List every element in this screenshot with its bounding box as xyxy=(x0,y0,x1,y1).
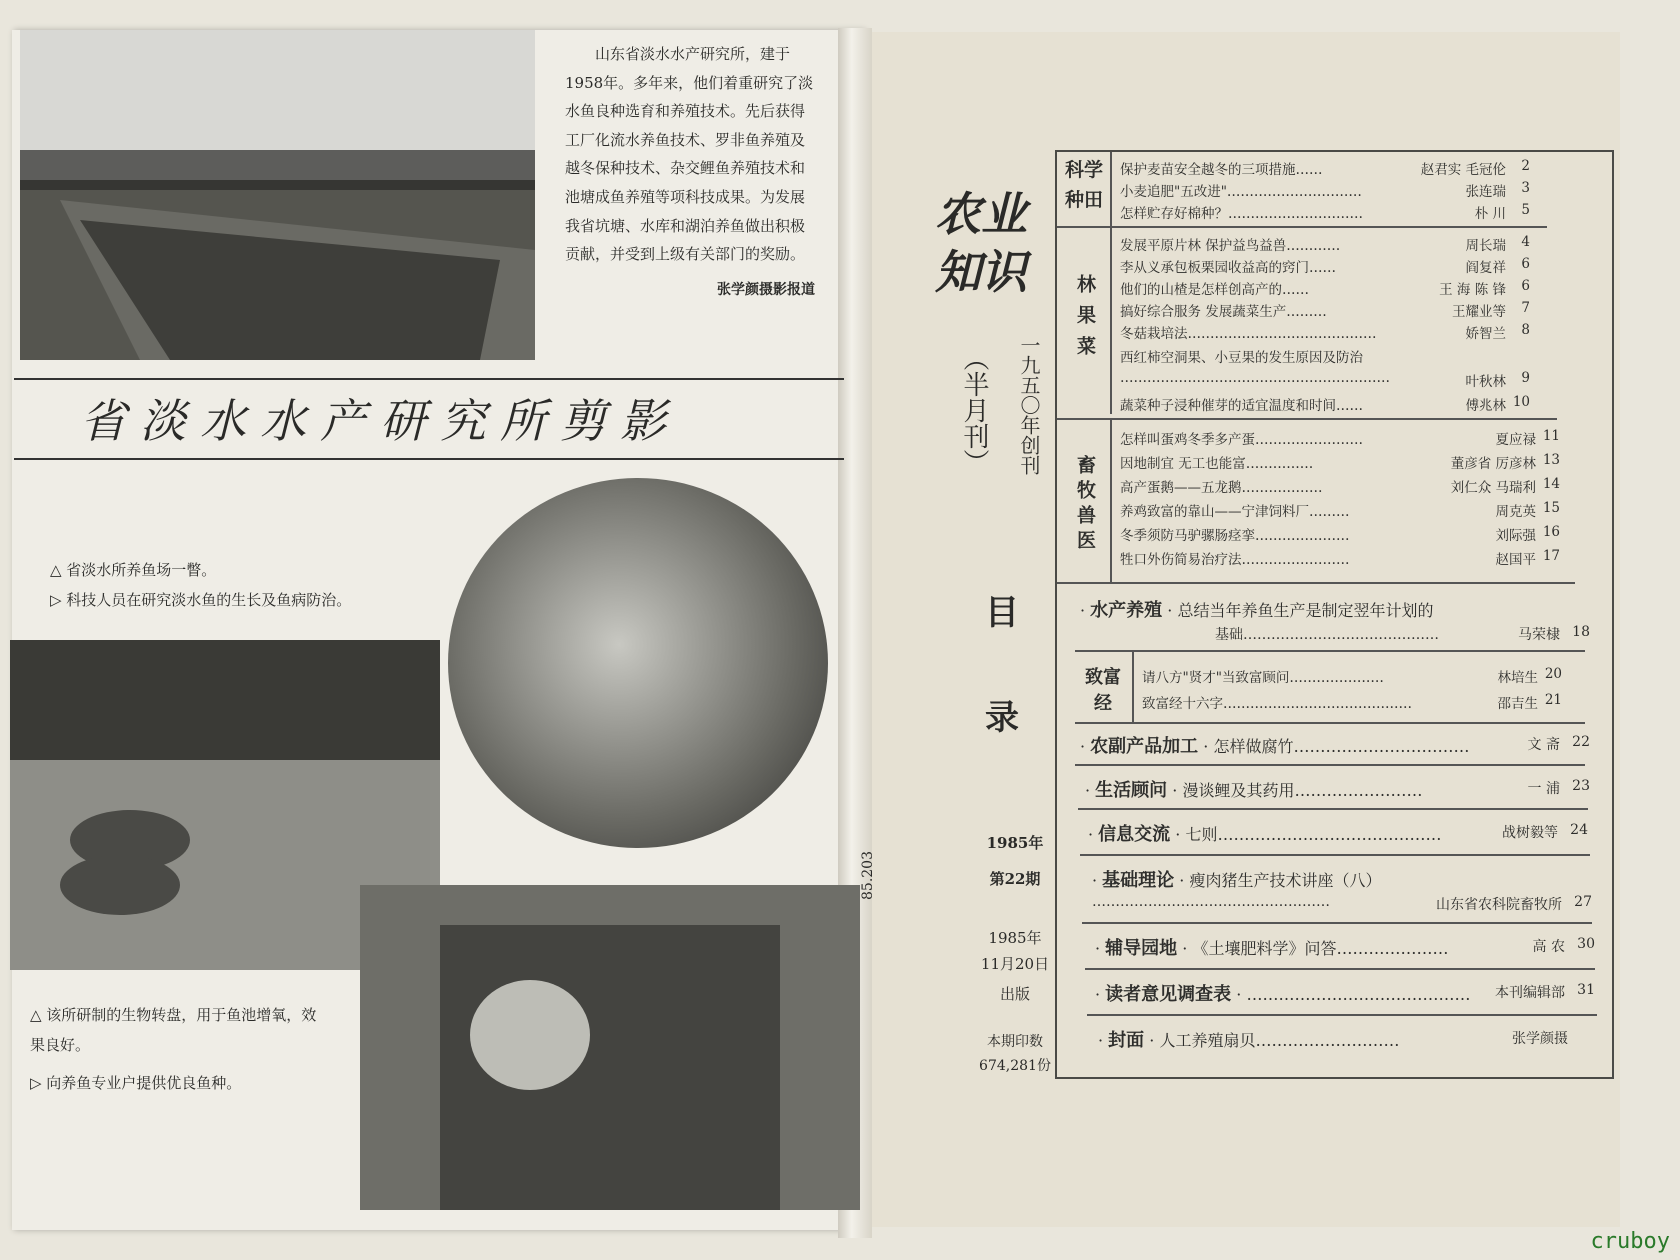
toc-section-tutoring: · 辅导园地 · 《土壤肥料学》问答………………… 高 农 30 xyxy=(1095,936,1595,959)
title-line-1: 农业 xyxy=(935,187,1027,241)
toc-divider xyxy=(1085,968,1595,970)
section-page: 27 xyxy=(1574,894,1592,910)
captions-lower xyxy=(30,1000,330,1098)
toc-section-basic-theory: · 基础理论 · 瘦肉猪生产技术讲座（八） …………………………………………… 山东省农科院畜牧所 27 xyxy=(1092,870,1592,913)
toc-divider xyxy=(1075,722,1585,724)
section-title: 怎样做腐竹…………………………… xyxy=(1213,737,1470,756)
section-author: 一 浦 xyxy=(1527,781,1560,797)
print-run-label: 本期印数 xyxy=(987,1034,1043,1050)
section-author: 战树毅等 xyxy=(1502,825,1558,841)
margin-code: 85.203 xyxy=(860,851,876,900)
toc-section-info-exchange: · 信息交流 · 七则…………………………………… 战树毅等 24 xyxy=(1088,822,1588,845)
section-author: 马荣棣 xyxy=(1518,627,1560,643)
toc-category-animal-husbandry: 畜牧兽医 xyxy=(1074,455,1096,555)
section-author: 文 斋 xyxy=(1527,737,1560,753)
toc-divider xyxy=(1087,1014,1597,1016)
intro-paragraph: 山东省淡水水产研究所，建于1958年。多年来，他们着重研究了淡水鱼良种选育和养殖技术。先后获得工厂化流水养鱼技术、罗非鱼养殖及越冬保种技术、杂交鲤鱼养殖技术和池塘成鱼养殖等项科技成果。为发展我省坑塘、水库和湖泊养鱼做出积极贡献，并受到上级有关部门的奖励。 xyxy=(565,45,814,264)
caption-fish-seed: ▷ 向养鱼专业户提供优良鱼种。 xyxy=(30,1074,242,1092)
publish-date-line-1: 1985年 xyxy=(988,929,1042,947)
section-title-cont: 基础…………………………………… xyxy=(1215,627,1439,643)
publish-date-line-2: 11月20日 xyxy=(980,955,1050,973)
caption-fish-farm: △ 省淡水所养鱼场一瞥。 xyxy=(50,561,217,579)
section-name: 基础理论 xyxy=(1102,870,1175,891)
section-page: 18 xyxy=(1572,624,1590,640)
section-page: 24 xyxy=(1570,822,1588,838)
banner-top-rule xyxy=(14,378,844,380)
section-author: 山东省农科院畜牧所 xyxy=(1436,897,1562,913)
section-title: 七则…………………………………… xyxy=(1185,825,1442,844)
section-title: 总结当年养鱼生产是制定翌年计划的 xyxy=(1177,601,1434,620)
founded-label: 一九五〇年创刊 xyxy=(1017,335,1041,475)
section-title: 漫谈鲤及其药用…………………… xyxy=(1182,781,1423,800)
aerial-photo-illustration xyxy=(20,30,535,360)
title-line-2: 知识 xyxy=(935,245,1027,299)
section-page: 30 xyxy=(1577,936,1595,952)
watermark: cruboy xyxy=(1590,1229,1670,1254)
section-name: 封面 xyxy=(1108,1030,1145,1051)
section-author: 本刊编辑部 xyxy=(1495,985,1565,1001)
toc-divider xyxy=(1110,228,1112,414)
issue-year: 1985年 xyxy=(986,834,1044,852)
section-name: 读者意见调查表 xyxy=(1105,984,1232,1005)
toc-divider xyxy=(1057,226,1547,228)
section-title: 《土壤肥料学》问答………………… xyxy=(1192,939,1449,958)
toc-section-processing: · 农副产品加工 · 怎样做腐竹…………………………… 文 斋 22 xyxy=(1080,734,1590,757)
masthead-title xyxy=(935,185,1027,301)
toc-section-cover: · 封面 · 人工养殖扇贝……………………… 张学颜摄 xyxy=(1098,1030,1568,1051)
section-page: 31 xyxy=(1577,982,1595,998)
print-run-count: 674,281份 xyxy=(979,1058,1051,1074)
toc-category-wealth: 致富经 xyxy=(1085,667,1121,714)
issue-info xyxy=(975,830,1055,892)
fish-seed-photo xyxy=(360,885,860,1210)
section-name: 生活顾问 xyxy=(1095,780,1168,801)
captions-upper xyxy=(50,555,450,615)
intro-text-block xyxy=(565,40,815,299)
photo-credit: 张学颜摄影报道 xyxy=(717,281,815,298)
section-title: …………………………………… xyxy=(1246,985,1471,1004)
section-page: 22 xyxy=(1572,734,1590,750)
banner-title: 省淡水水产研究所剪影 xyxy=(80,394,680,448)
section-name: 辅导园地 xyxy=(1105,938,1178,959)
section-page: 23 xyxy=(1572,778,1590,794)
toc-char-1: 目 xyxy=(985,593,1019,633)
toc-divider xyxy=(1110,152,1112,232)
toc-divider xyxy=(1132,652,1134,722)
issue-number: 第22期 xyxy=(989,870,1041,888)
toc-divider xyxy=(1075,764,1585,766)
section-title-cont: …………………………………………… xyxy=(1092,894,1330,910)
toc-category-forest-fruit-veg: 林果菜 xyxy=(1074,273,1096,367)
toc-section-life-advice: · 生活顾问 · 漫谈鲤及其药用…………………… 一 浦 23 xyxy=(1085,778,1590,801)
caption-turntable: △ 该所研制的生物转盘，用于鱼池增氧，效果良好。 xyxy=(30,1006,317,1054)
toc-divider xyxy=(1075,650,1585,652)
section-title: 人工养殖扇贝……………………… xyxy=(1159,1031,1400,1050)
toc-divider xyxy=(1078,808,1588,810)
toc-category-science-farming: 科学种田 xyxy=(1064,159,1103,211)
publish-date-line-3: 出版 xyxy=(999,985,1030,1003)
section-name: 农副产品加工 xyxy=(1090,736,1199,757)
fish-farm-aerial-photo xyxy=(20,30,535,360)
toc-divider xyxy=(1110,420,1112,582)
section-title: 瘦肉猪生产技术讲座（八） xyxy=(1189,871,1382,890)
toc-section-aquaculture: · 水产养殖 · 总结当年养鱼生产是制定翌年计划的 基础…………………………………… 马荣棣 18 xyxy=(1080,600,1590,643)
section-author: 张学颜摄 xyxy=(1512,1031,1568,1047)
toc-divider xyxy=(1057,418,1557,420)
fish-seed-illustration xyxy=(360,885,860,1210)
toc-char-2: 录 xyxy=(985,698,1019,738)
caption-researchers: ▷ 科技人员在研究淡水鱼的生长及鱼病防治。 xyxy=(50,591,352,609)
publish-date xyxy=(975,925,1055,1007)
banner-bottom-rule xyxy=(14,458,844,460)
toc-divider xyxy=(1082,922,1592,924)
lab-researchers-photo xyxy=(448,478,828,848)
section-name: 信息交流 xyxy=(1098,824,1171,845)
section-author: 高 农 xyxy=(1532,939,1565,955)
section-name: 水产养殖 xyxy=(1090,600,1163,621)
toc-section-reader-survey: · 读者意见调查表 · …………………………………… 本刊编辑部 31 xyxy=(1095,982,1595,1005)
semi-monthly-label: （半月刊） xyxy=(959,345,989,475)
toc-divider xyxy=(1080,854,1590,856)
toc-divider xyxy=(1057,582,1575,584)
print-run xyxy=(965,1030,1065,1078)
